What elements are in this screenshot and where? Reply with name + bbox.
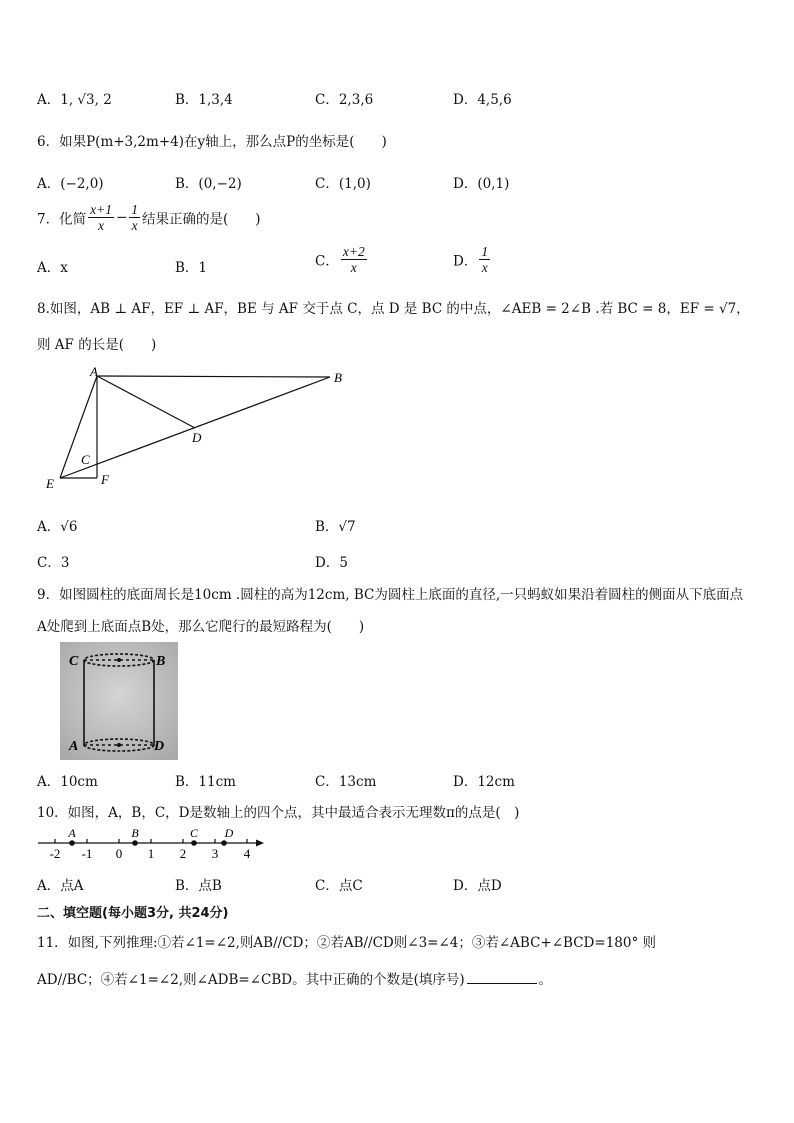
q10-tick: -2 xyxy=(49,846,61,861)
q9-option-a: A．10cm xyxy=(37,774,98,790)
q9-label-d: D xyxy=(154,739,165,754)
q10-tick: 1 xyxy=(147,846,155,861)
q10-point-d xyxy=(221,840,227,846)
q10-option-b: B．点B xyxy=(175,878,222,894)
q9-option-c: C．13cm xyxy=(315,774,377,790)
q8-option-d: D．5 xyxy=(315,555,348,571)
q7-option-c: C． $\frac{x+2}{x}$ xyxy=(315,244,365,275)
q10-label-a: A xyxy=(68,826,76,840)
q8-label-a: A xyxy=(90,364,98,379)
q5-option-c: C．2,3,6 xyxy=(315,92,374,108)
q8-option-b: B．√7 xyxy=(315,519,356,535)
q8-stem-line1: 8.如图，AB ⊥ AF，EF ⊥ AF，BE 与 AF 交于点 C，点 D 是 BC 的中点，∠AEB = 2∠B .若 BC = 8，EF = √7， xyxy=(37,301,750,317)
q10-point-c xyxy=(191,840,197,846)
q6-stem: 6．如果P(m+3,2m+4)在y轴上，那么点P的坐标是( ) xyxy=(37,134,387,150)
q9-label-c: C xyxy=(69,654,79,669)
q8-label-f: F xyxy=(101,472,109,487)
q8-label-d: D xyxy=(192,430,202,445)
q6-option-d: D．(0,1) xyxy=(453,176,510,192)
q10-point-a xyxy=(69,840,75,846)
q10-number-line xyxy=(36,826,266,862)
q6-option-a: A．(−2,0) xyxy=(37,176,104,192)
q7-stem: 7．化简 $\frac{x+1}{x}$ − $\frac{1}{x}$ 结果正确的是( ) xyxy=(37,202,261,233)
q8-option-a: A．√6 xyxy=(37,519,78,535)
q7-option-d: D． $\frac{1}{x}$ xyxy=(453,244,489,275)
q5-option-b: B．1,3,4 xyxy=(175,92,233,108)
q10-stem: 10．如图，A，B，C，D是数轴上的四个点，其中最适合表示无理数π的点是( ) xyxy=(37,805,520,821)
q10-option-a: A．点A xyxy=(37,878,84,894)
q9-stem-line1: 9．如图圆柱的底面周长是10cm .圆柱的高为12cm, BC为圆柱上底面的直径,一只蚂蚁如果沿着圆柱的侧面从下底面点 xyxy=(37,587,744,603)
q9-option-d: D．12cm xyxy=(453,774,515,790)
q10-tick: 4 xyxy=(243,846,251,861)
q5-option-d: D．4,5,6 xyxy=(453,92,512,108)
q10-label-d: D xyxy=(224,826,234,840)
q8-label-e: E xyxy=(46,476,54,491)
q9-figure xyxy=(60,642,178,760)
q8-label-b: B xyxy=(334,370,342,385)
q11-stem-line1: 11．如图,下列推理:①若∠1=∠2,则AB//CD；②若AB//CD则∠3=∠4；③若∠ABC+∠BCD=180° 则 xyxy=(37,935,657,951)
section-title-fill-in: 二、填空题(每小题3分, 共24分) xyxy=(37,906,229,921)
q10-label-c: C xyxy=(189,826,199,840)
q6-option-c: C．(1,0) xyxy=(315,176,371,192)
q9-option-b: B．11cm xyxy=(175,774,236,790)
q8-stem-line2: 则 AF 的长是( ) xyxy=(37,337,157,353)
q7-option-b: B．1 xyxy=(175,260,208,276)
q9-stem-line2: A处爬到上底面点B处，那么它爬行的最短路程为( ) xyxy=(37,619,365,635)
q7-fraction-1: $\frac{x+1}{x}$ xyxy=(90,202,112,233)
q8-option-c: C．3 xyxy=(37,555,70,571)
q9-label-a: A xyxy=(69,739,79,754)
q10-tick: 2 xyxy=(179,846,187,861)
q10-point-b xyxy=(132,840,138,846)
q5-option-a: A．1, √3, 2 xyxy=(37,92,112,108)
q9-label-b: B xyxy=(156,654,166,669)
q7-option-a: A．x xyxy=(37,260,68,276)
q6-option-b: B．(0,−2) xyxy=(175,176,242,192)
q10-option-c: C．点C xyxy=(315,878,363,894)
q10-label-b: B xyxy=(131,826,139,840)
q7-fraction-2: $\frac{1}{x}$ xyxy=(131,202,139,233)
q10-tick: 0 xyxy=(115,846,123,861)
q8-figure xyxy=(40,362,360,492)
q10-tick: 3 xyxy=(211,846,219,861)
q8-label-c: C xyxy=(81,452,90,467)
q10-tick: -1 xyxy=(81,846,93,861)
q10-option-d: D．点D xyxy=(453,878,502,894)
q11-stem-line2: AD//BC；④若∠1=∠2,则∠ADB=∠CBD。其中正确的个数是(填序号) 。 xyxy=(37,972,553,988)
q11-answer-blank[interactable] xyxy=(467,983,537,984)
